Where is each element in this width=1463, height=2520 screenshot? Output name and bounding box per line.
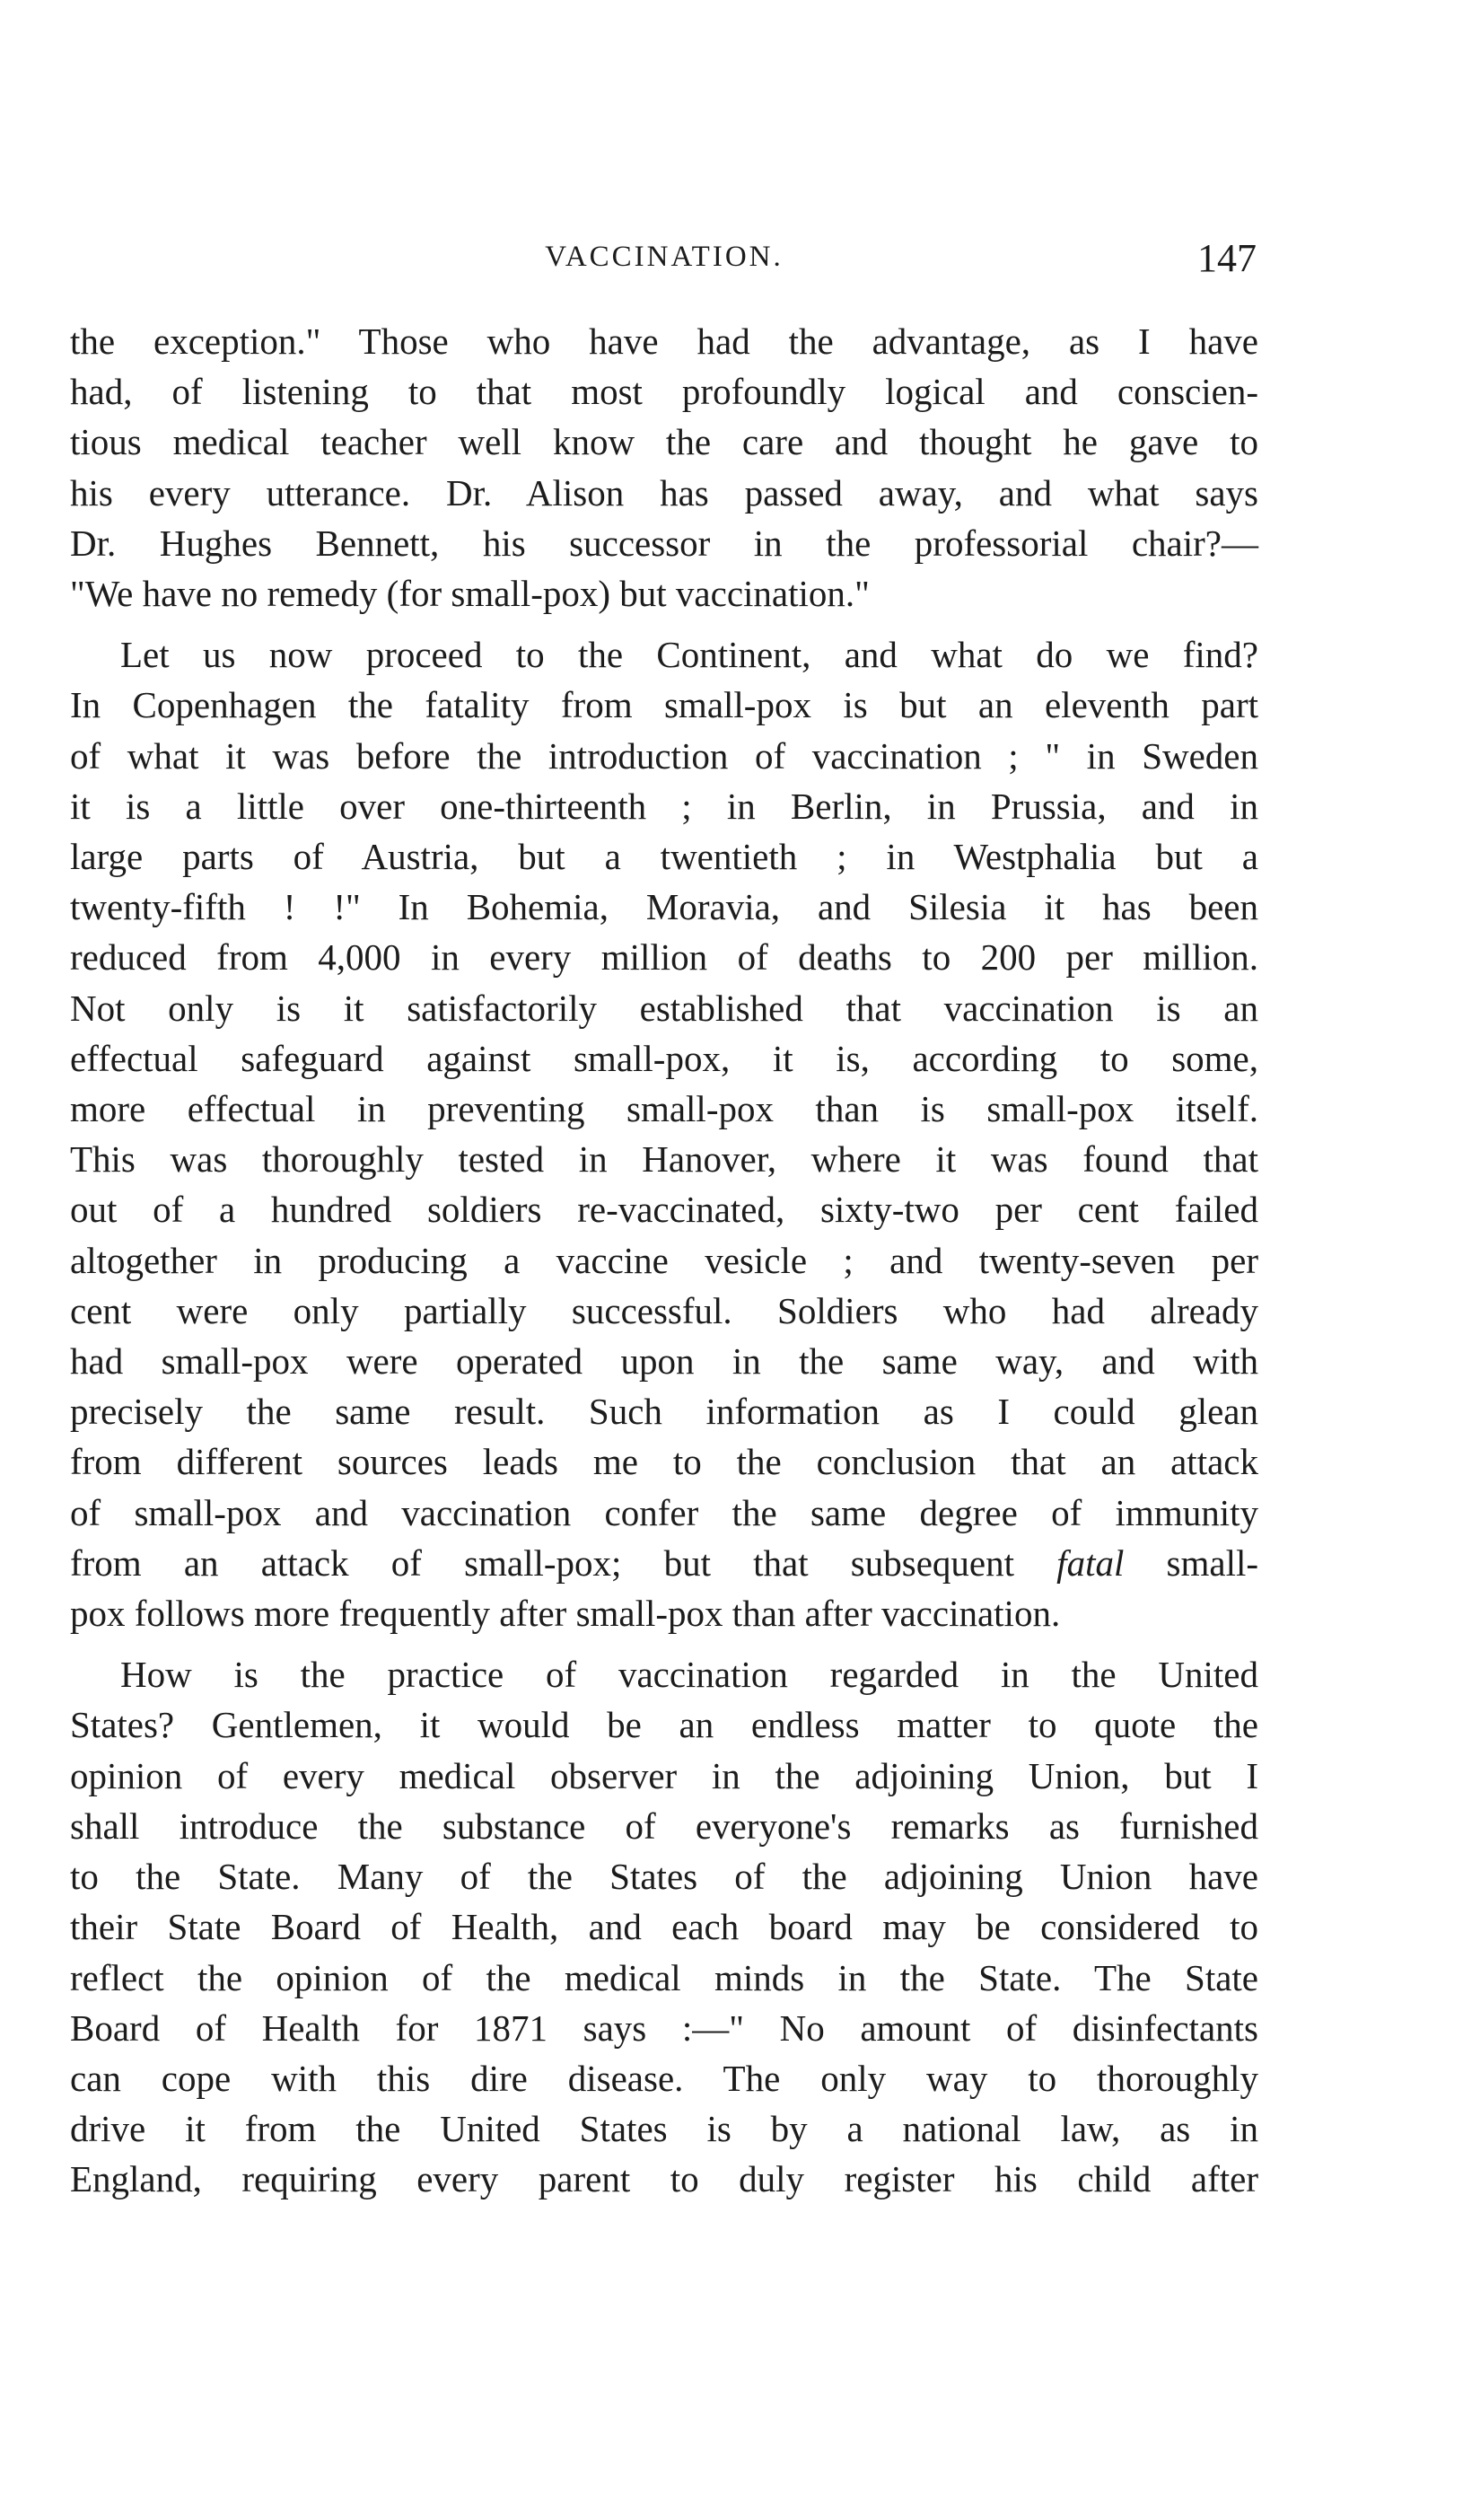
text-line: Not only is it satisfactorily established that vaccination is an [70, 987, 1258, 1029]
text-line: reduced from 4,000 in every million of deaths to 200 per million. [70, 936, 1258, 979]
text-line: In Copenhagen the fatality from small-pox is but an eleventh part [70, 684, 1258, 726]
text-line: This was thoroughly tested in Hanover, where it was found that [70, 1138, 1258, 1181]
page-number: 147 [1197, 236, 1257, 280]
text-line: drive it from the United States is by a national law, as in [70, 2108, 1258, 2150]
paragraph-gap [70, 1638, 1258, 1649]
text-line: twenty-fifth ! !" In Bohemia, Moravia, and Silesia it has been [70, 886, 1258, 928]
paragraph-1 [70, 316, 1258, 619]
text-line: to the State. Many of the States of the adjoining Union have [70, 1856, 1258, 1898]
text-line: the exception." Those who have had the advantage, as I have [70, 320, 1258, 362]
text-line-with-italic [70, 1538, 1258, 1588]
paragraph-2 [70, 629, 1258, 1638]
running-head [72, 235, 1257, 289]
text-line: shall introduce the substance of everyone's remarks as furnished [70, 1804, 1258, 1847]
text-line: tious medical teacher well know the care and thought he gave to [70, 421, 1258, 463]
text-line: cent were only partially successful. Soldiers who had already [70, 1289, 1258, 1331]
running-title: VACCINATION. [545, 241, 784, 273]
text-line: it is a little over one-thirteenth ; in Berlin, in Prussia, and in [70, 785, 1258, 827]
body-text [70, 316, 1258, 2205]
text-segment: from an attack of small-pox; but that subsequent [70, 1541, 1014, 1584]
text-line: reflect the opinion of the medical minds in the State. The State [70, 1956, 1258, 1998]
text-line: large parts of Austria, but a twentieth ; in Westphalia but a [70, 836, 1258, 878]
text-line: of small-pox and vaccination confer the same degree of immunity [70, 1491, 1258, 1533]
text-line: Board of Health for 1871 says :—" No amount of disinfectants [70, 2006, 1258, 2049]
text-line: had small-pox were operated upon in the same way, and with [70, 1340, 1258, 1383]
text-segment: small- [1124, 1541, 1259, 1584]
text-line: their State Board of Health, and each board may be considered to [70, 1906, 1258, 1948]
text-line: from different sources leads me to the conclusion that an attack [70, 1441, 1258, 1483]
text-line: States? Gentlemen, it would be an endless matter to quote the [70, 1704, 1258, 1746]
text-line: England, requiring every parent to duly register his child after [70, 2158, 1258, 2200]
text-line: Dr. Hughes Bennett, his successor in the professorial chair?— [70, 522, 1258, 564]
text-line: of what it was before the introduction of vaccination ; " in Sweden [70, 734, 1258, 777]
text-line: opinion of every medical observer in the adjoining Union, but I [70, 1754, 1258, 1796]
text-line: more effectual in preventing small-pox than is small-pox itself. [70, 1088, 1258, 1130]
text-line: can cope with this dire disease. The only way to thoroughly [70, 2057, 1258, 2099]
text-line: "We have no remedy (for small-pox) but vaccination." [70, 573, 870, 615]
text-line: How is the practice of vaccination regarded in the United [120, 1654, 1258, 1696]
text-line: pox follows more frequently after small-pox than after vaccination. [70, 1593, 1061, 1635]
text-line: Let us now proceed to the Continent, and what do we find? [120, 634, 1258, 676]
text-line: effectual safeguard against small-pox, it is, according to some, [70, 1037, 1258, 1079]
paragraph-gap [70, 619, 1258, 629]
italic-word: fatal [1056, 1541, 1125, 1584]
text-line: out of a hundred soldiers re-vaccinated, sixty-two per cent failed [70, 1189, 1258, 1231]
text-line: his every utterance. Dr. Alison has passed away, and what says [70, 471, 1258, 514]
paragraph-3 [70, 1649, 1258, 2204]
text-line: precisely the same result. Such information as I could glean [70, 1391, 1258, 1433]
text-line: altogether in producing a vaccine vesicle ; and twenty-seven per [70, 1239, 1258, 1281]
text-line: had, of listening to that most profoundly logical and conscien- [70, 371, 1258, 413]
